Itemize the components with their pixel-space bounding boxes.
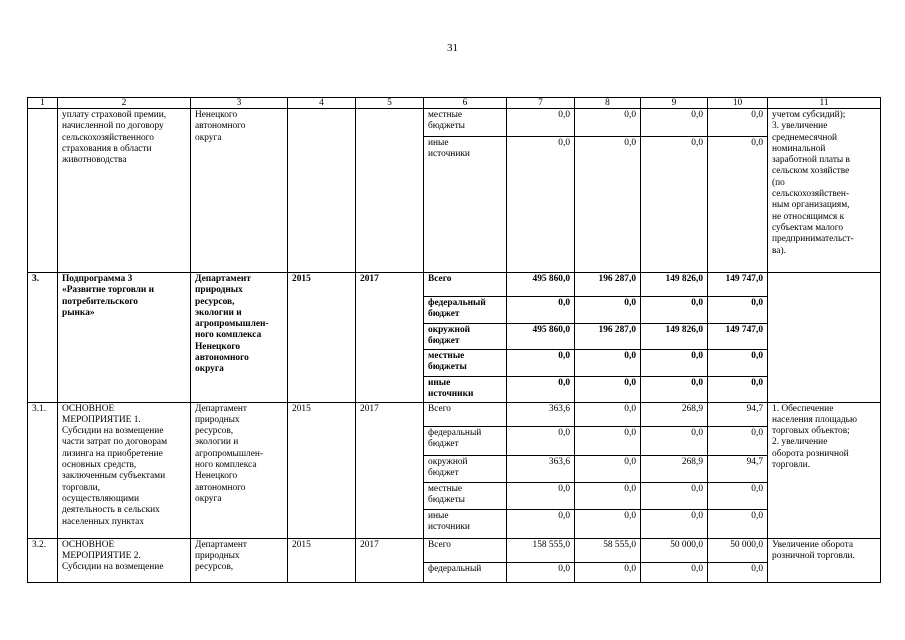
amount-2017: 0,0 xyxy=(708,509,768,538)
amount-2017: 0,0 xyxy=(708,562,768,582)
column-header: 9 xyxy=(641,98,708,109)
amount-total: 0,0 xyxy=(507,376,575,402)
expected-result: учетом субсидий); 3. увеличение среднемесячной номинальной заработной платы в сельском хозяйстве (по сельскохозяйствен- ным организациям, не относящимся к субъектам малого предпринимательст- ва). xyxy=(768,109,881,273)
activity-name: ОСНОВНОЕ МЕРОПРИЯТИЕ 2. Субсидии на возмещение xyxy=(58,538,191,582)
amount-2016: 0,0 xyxy=(641,562,708,582)
amount-total: 363,6 xyxy=(507,455,575,482)
end-year: 2017 xyxy=(356,402,424,538)
amount-2015: 58 555,0 xyxy=(575,538,641,562)
amount-2015: 0,0 xyxy=(575,402,641,426)
item-number xyxy=(28,109,58,273)
funding-source: Всего xyxy=(424,538,507,562)
amount-2017: 94,7 xyxy=(708,455,768,482)
amount-2017: 0,0 xyxy=(708,109,768,137)
column-header: 7 xyxy=(507,98,575,109)
executor: Ненецкого автономного округа xyxy=(191,109,288,273)
amount-total: 0,0 xyxy=(507,426,575,455)
item-number: 3.1. xyxy=(28,402,58,538)
amount-2016: 268,9 xyxy=(641,402,708,426)
amount-2016: 0,0 xyxy=(641,482,708,509)
column-header: 2 xyxy=(58,98,191,109)
amount-total: 363,6 xyxy=(507,402,575,426)
start-year: 2015 xyxy=(288,538,356,582)
page-number: 31 xyxy=(447,42,458,54)
funding-source: местные бюджеты xyxy=(424,349,507,376)
amount-2016: 149 826,0 xyxy=(641,273,708,297)
end-year: 2017 xyxy=(356,538,424,582)
funding-source: местные бюджеты xyxy=(424,109,507,137)
amount-2017: 0,0 xyxy=(708,137,768,273)
column-header: 11 xyxy=(768,98,881,109)
amount-2015: 196 287,0 xyxy=(575,273,641,297)
table-row xyxy=(28,109,881,137)
amount-2015: 0,0 xyxy=(575,509,641,538)
amount-total: 0,0 xyxy=(507,482,575,509)
column-header: 10 xyxy=(708,98,768,109)
amount-2015: 0,0 xyxy=(575,376,641,402)
amount-total: 495 860,0 xyxy=(507,273,575,297)
item-number: 3. xyxy=(28,273,58,403)
start-year: 2015 xyxy=(288,273,356,403)
executor: Департамент природных ресурсов, экологии и агропромышлен- ного комплекса Ненецкого автономного округа xyxy=(191,402,288,538)
amount-2015: 0,0 xyxy=(575,109,641,137)
amount-2015: 0,0 xyxy=(575,137,641,273)
funding-source: федеральный бюджет xyxy=(424,426,507,455)
item-number: 3.2. xyxy=(28,538,58,582)
column-header: 6 xyxy=(424,98,507,109)
amount-2016: 0,0 xyxy=(641,109,708,137)
funding-source: местные бюджеты xyxy=(424,482,507,509)
table-row xyxy=(28,538,881,562)
end-year xyxy=(356,109,424,273)
funding-source: иные источники xyxy=(424,137,507,273)
start-year xyxy=(288,109,356,273)
funding-source: Всего xyxy=(424,402,507,426)
amount-2016: 0,0 xyxy=(641,137,708,273)
amount-2016: 149 826,0 xyxy=(641,324,708,350)
funding-source: иные источники xyxy=(424,509,507,538)
amount-2017: 149 747,0 xyxy=(708,324,768,350)
column-header: 3 xyxy=(191,98,288,109)
amount-2015: 0,0 xyxy=(575,562,641,582)
table-row xyxy=(28,402,881,426)
executor: Департамент природных ресурсов, xyxy=(191,538,288,582)
amount-2016: 268,9 xyxy=(641,455,708,482)
start-year: 2015 xyxy=(288,402,356,538)
amount-total: 0,0 xyxy=(507,349,575,376)
amount-2016: 0,0 xyxy=(641,297,708,324)
amount-2016: 50 000,0 xyxy=(641,538,708,562)
amount-2016: 0,0 xyxy=(641,376,708,402)
amount-2017: 50 000,0 xyxy=(708,538,768,562)
expected-result: Увеличение оборота розничной торговли. xyxy=(768,538,881,582)
activity-name: ОСНОВНОЕ МЕРОПРИЯТИЕ 1. Субсидии на возмещение части затрат по договорам лизинга на приобретение основных средств, заключенным субъектами торговли, осуществляющими деятельность в сельских населенных пунктах xyxy=(58,402,191,538)
expected-result xyxy=(768,273,881,403)
amount-2017: 0,0 xyxy=(708,376,768,402)
column-header: 8 xyxy=(575,98,641,109)
funding-source: Всего xyxy=(424,273,507,297)
column-header: 5 xyxy=(356,98,424,109)
amount-2016: 0,0 xyxy=(641,426,708,455)
funding-source: федеральный xyxy=(424,562,507,582)
activity-name: уплату страховой премии, начисленной по договору сельскохозяйственного страхования в области животноводства xyxy=(58,109,191,273)
amount-total: 495 860,0 xyxy=(507,324,575,350)
column-header: 4 xyxy=(288,98,356,109)
amount-total: 158 555,0 xyxy=(507,538,575,562)
amount-2017: 149 747,0 xyxy=(708,273,768,297)
funding-source: федеральный бюджет xyxy=(424,297,507,324)
table-row xyxy=(28,273,881,297)
amount-2017: 94,7 xyxy=(708,402,768,426)
program-table xyxy=(27,97,881,583)
executor: Департамент природных ресурсов, экологии и агропромышлен- ного комплекса Ненецкого автономного округа xyxy=(191,273,288,403)
amount-2017: 0,0 xyxy=(708,297,768,324)
amount-total: 0,0 xyxy=(507,562,575,582)
amount-2015: 0,0 xyxy=(575,455,641,482)
amount-2015: 196 287,0 xyxy=(575,324,641,350)
expected-result: 1. Обеспечение населения площадью торговых объектов; 2. увеличение оборота розничной торговли. xyxy=(768,402,881,538)
column-header: 1 xyxy=(28,98,58,109)
end-year: 2017 xyxy=(356,273,424,403)
header-row xyxy=(28,98,881,109)
amount-2017: 0,0 xyxy=(708,482,768,509)
funding-source: окружной бюджет xyxy=(424,455,507,482)
amount-2017: 0,0 xyxy=(708,349,768,376)
amount-2015: 0,0 xyxy=(575,297,641,324)
amount-total: 0,0 xyxy=(507,109,575,137)
amount-total: 0,0 xyxy=(507,509,575,538)
amount-total: 0,0 xyxy=(507,137,575,273)
amount-total: 0,0 xyxy=(507,297,575,324)
activity-name: Подпрограмма 3 «Развитие торговли и потребительского рынка» xyxy=(58,273,191,403)
amount-2015: 0,0 xyxy=(575,482,641,509)
amount-2016: 0,0 xyxy=(641,509,708,538)
amount-2017: 0,0 xyxy=(708,426,768,455)
funding-source: иные источники xyxy=(424,376,507,402)
amount-2015: 0,0 xyxy=(575,426,641,455)
amount-2015: 0,0 xyxy=(575,349,641,376)
funding-source: окружной бюджет xyxy=(424,324,507,350)
amount-2016: 0,0 xyxy=(641,349,708,376)
